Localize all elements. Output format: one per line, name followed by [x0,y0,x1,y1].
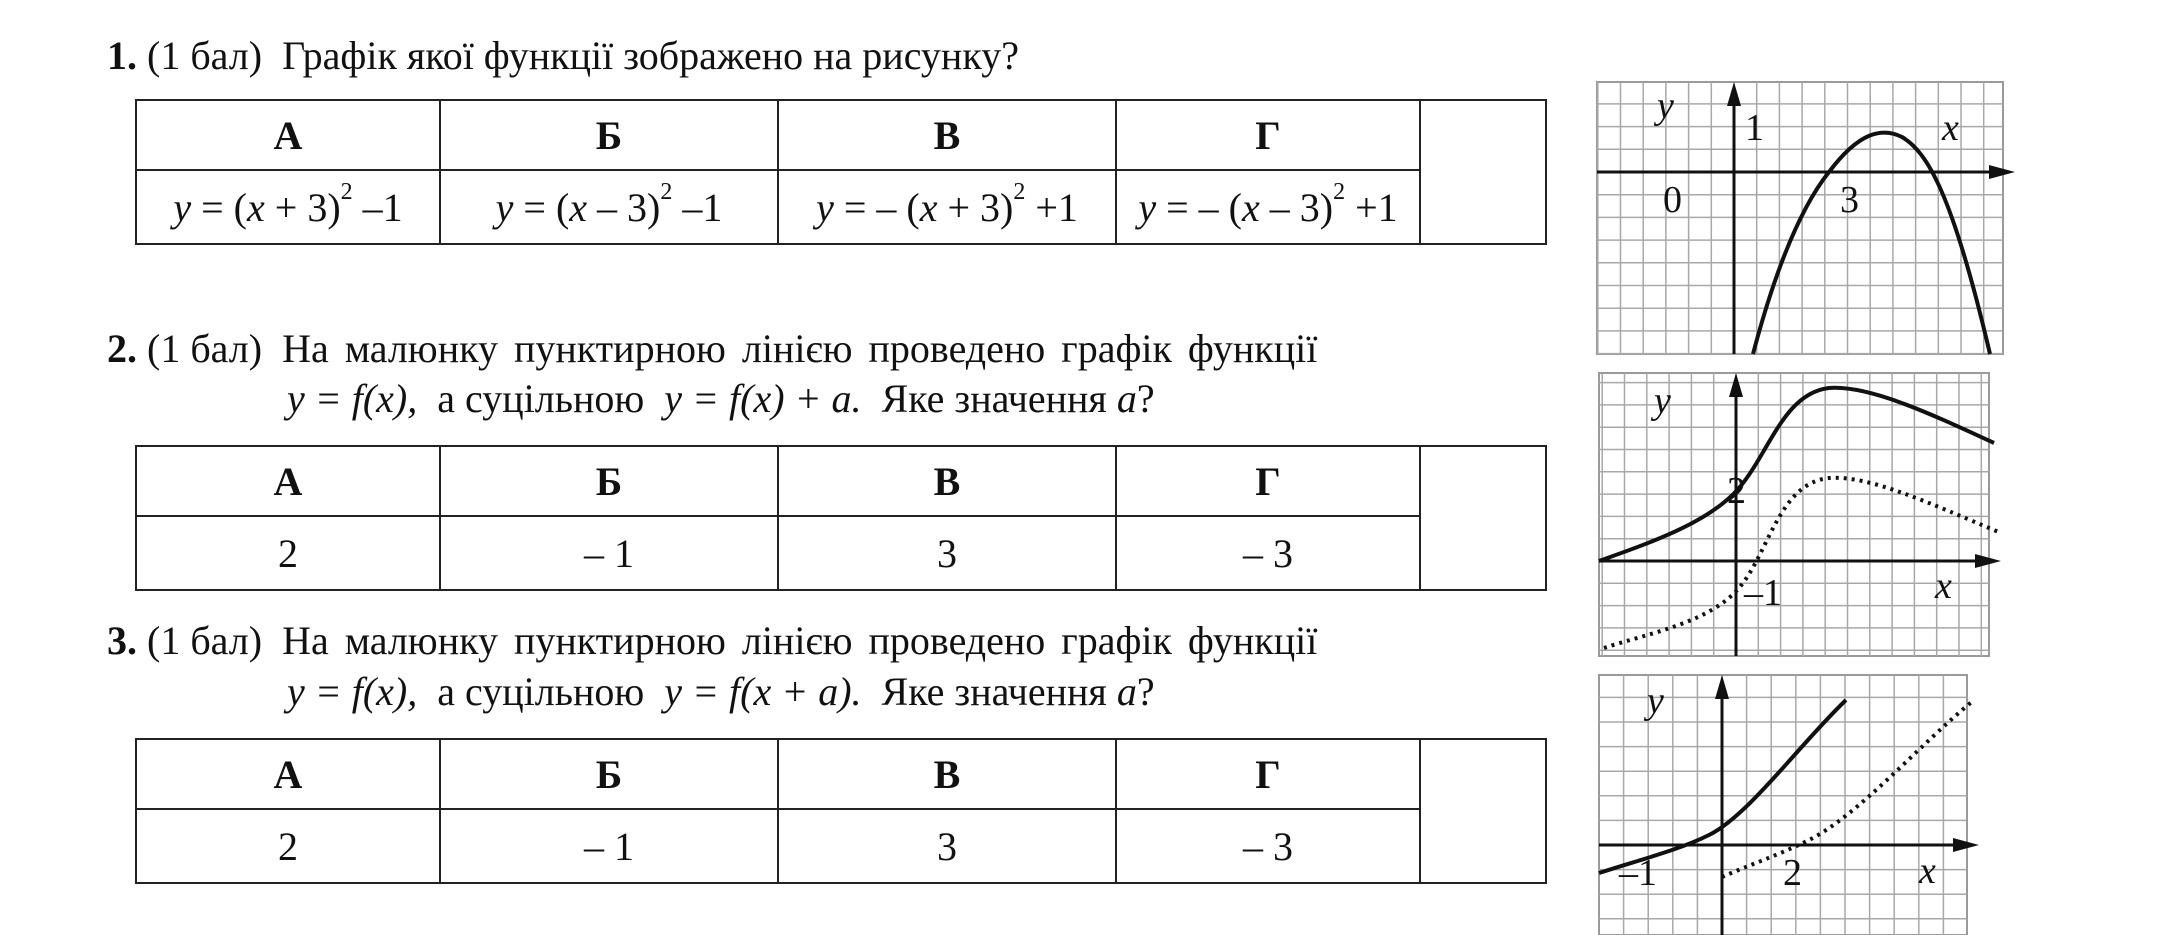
question-1-heading [107,32,1019,80]
option-letter: Б [440,739,778,809]
option-formula-d: y = – (x – 3)$^2$ +1 [1116,170,1420,244]
y-axis-arrow-icon [1715,675,1729,699]
mid-text: а суцільною [437,669,645,714]
question-text: На малюнку пунктирною лінією проведено графік функції [282,618,1318,663]
option-letter: В [778,739,1116,809]
option-letter: Г [1116,100,1420,170]
g-label: y = f(x) + a. [664,376,862,421]
option-formula-a: $y = (x + 3)^2$ –1 [136,170,440,244]
question-text: Графік якої функції зображено на рисунку? [282,33,1019,78]
option-value: 2 [136,809,440,883]
answer-table-1 [135,99,1547,245]
option-value: – 3 [1116,516,1420,590]
graph-3 [1599,675,1979,935]
tick-label: 1 [1745,107,1764,149]
tick-label: –1 [1744,572,1782,614]
option-letter: Г [1116,446,1420,516]
dotted-curve [1722,700,1974,877]
question-2-heading [107,325,1317,373]
option-letter: В [778,100,1116,170]
y-axis-arrow-icon [1729,373,1743,397]
x-axis-label: x [1942,107,1959,149]
graph-1 [1597,82,2015,354]
option-value: 2 [136,516,440,590]
option-value: – 1 [440,516,778,590]
graph-2 [1599,373,2001,656]
option-value: 3 [778,516,1116,590]
tick-label: 3 [1840,179,1859,221]
question-points: (1 бал) [147,33,263,78]
question-number: 2. [107,326,137,371]
question-3-heading [107,617,1317,665]
mid-text: а суцільною [437,376,645,421]
ask-text: Яке значення [881,669,1107,714]
question-mark: ? [1136,376,1155,421]
y-axis-label: y [1647,680,1664,722]
option-value: 3 [778,809,1116,883]
origin-label: 0 [1663,179,1682,221]
question-points: (1 бал) [147,618,263,663]
var-a: a [1116,376,1137,421]
option-letter: Б [440,100,778,170]
option-value: – 1 [440,809,778,883]
option-letter: А [136,100,440,170]
var-a: a [1116,669,1137,714]
x-axis-label: x [1935,565,1952,607]
question-3-line2 [287,668,1155,716]
option-letter: Г [1116,739,1420,809]
answer-table-3 [135,738,1547,884]
option-letter: В [778,446,1116,516]
tick-label: 2 [1727,470,1746,512]
answer-box[interactable] [1420,100,1546,244]
y-axis-arrow-icon [1727,82,1741,106]
question-mark: ? [1136,669,1155,714]
question-points: (1 бал) [147,326,263,371]
ask-text: Яке значення [881,376,1107,421]
y-axis-label: y [1654,380,1671,422]
question-number: 1. [107,33,137,78]
answer-table-2 [135,445,1547,591]
question-number: 3. [107,618,137,663]
option-formula-b: y = (x – 3)$^2$ –1 [440,170,778,244]
f-label: y = f(x), [287,669,418,714]
option-letter: А [136,446,440,516]
x-axis-label: x [1919,850,1936,892]
answer-box[interactable] [1420,446,1546,590]
tick-label: 2 [1783,852,1802,894]
option-formula-c: y = – $(x + 3)^2 +1$ [778,170,1116,244]
option-letter: Б [440,446,778,516]
g-label: y = f(x + a). [664,669,862,714]
option-value: – 3 [1116,809,1420,883]
answer-box[interactable] [1420,739,1546,883]
function-curve [1753,133,1990,354]
y-axis-label: y [1657,85,1674,127]
option-letter: А [136,739,440,809]
question-text: На малюнку пунктирною лінією проведено графік функції [282,326,1318,371]
f-label: y = f(x), [287,376,418,421]
tick-label: –1 [1619,852,1657,894]
question-2-line2 [287,375,1155,423]
